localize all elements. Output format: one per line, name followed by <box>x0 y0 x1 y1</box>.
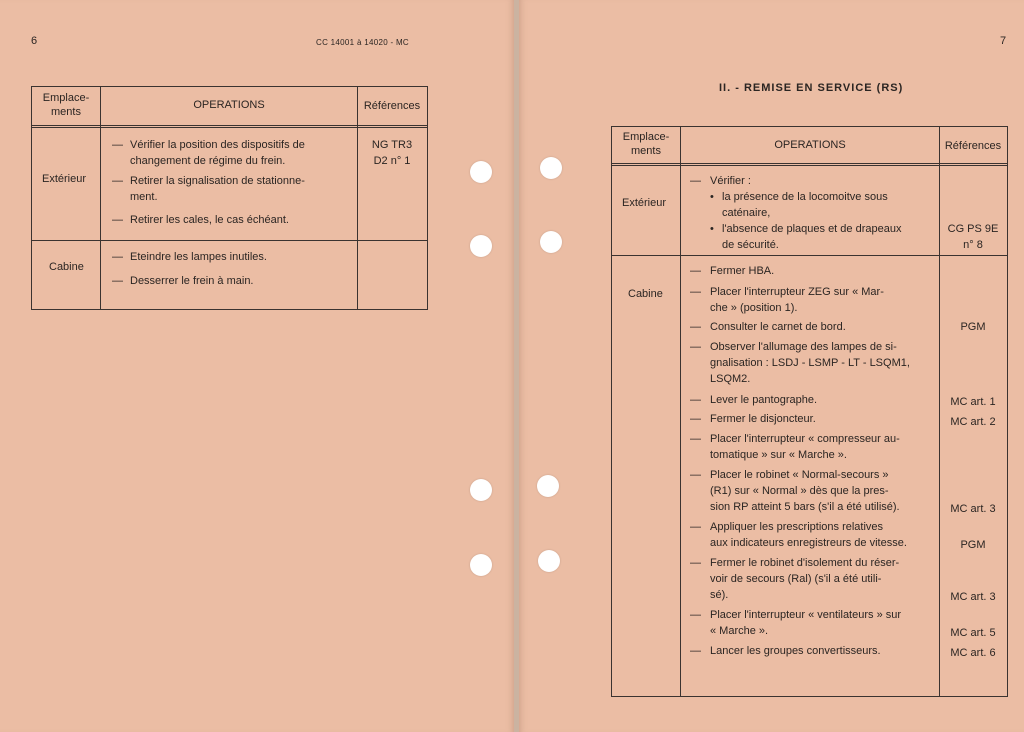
punch-hole <box>537 475 559 497</box>
punch-hole <box>540 231 562 253</box>
header-location: Emplace- ments <box>42 92 90 118</box>
operation-text: Fermer le disjoncteur. <box>710 413 816 425</box>
header-references: Références <box>944 140 1002 152</box>
header-references: Références <box>363 100 421 112</box>
operation-text: Appliquer les prescriptions relatives aux indicateurs enregistreurs de vitesse. <box>710 521 907 549</box>
bullet-icon: • <box>710 191 714 203</box>
reference-cell: MC art. 5 <box>950 627 996 639</box>
right-operations-table: Emplace- ments OPERATIONS Références Extérieur Cabine — Vérifier : • la présence de la locomoitve sous caténaire, • l'absence de plaques et de drapeaux de sécurité. CG PS 9E n° 8 — Fermer HBA. — Placer l'interrupteur ZEG sur « Mar- che » (position 1). — Consulter le carnet de bord. PGM — Observer l'allumage des lampes de si- gnalisation : LSDJ - LSMP - LT - LSQM1, LSQM2. — Lever le pantographe. MC art. 1 — Fermer le disjoncteur. MC art. 2 — Placer l'interrupteur « compresseur au- tomatique » sur « Marche ». — Placer le robinet « Normal-secours » (R1) sur « Normal » dès que la pres- sion RP atteint 5 bars (s'il a été utilisé). MC art. 3 — Appliquer les prescriptions relatives aux indicateurs enregistreurs de vitesse. PGM — Fermer le robinet d'isolement du réser- voir de secours (Ral) (s'il a été utili- sé). MC art. 3 — Placer l'interrupteur « ventilateurs » sur « Marche ». MC art. 5 — Lancer les groupes convertisseurs. MC art. 6 <box>611 126 1008 697</box>
left-operations-table: Emplace- ments OPERATIONS Références Extérieur Cabine — Vérifier la position des dispositifs de changement de régime du frein. — Retirer la signalisation de stationne- ment. — Retirer les cales, le cas échéant. NG TR3 D2 n° 1 — Eteindre les lampes inutiles. — Desserrer le frein à main. <box>31 86 428 310</box>
running-header: CC 14001 à 14020 - MC <box>316 38 410 47</box>
operation-text: Placer le robinet « Normal-secours » (R1) sur « Normal » dès que la pres- sion RP atteint 5 bars (s'il a été utilisé). <box>710 469 900 513</box>
location-cabine: Cabine <box>49 261 84 273</box>
punch-hole <box>470 479 492 501</box>
reference-cell: CG PS 9E n° 8 <box>947 223 999 251</box>
bullet-icon: • <box>710 223 714 235</box>
header-operations: OPERATIONS <box>193 99 265 111</box>
left-page-number: 6 <box>31 35 38 47</box>
reference-cell: NG TR3 D2 n° 1 <box>371 139 413 167</box>
punch-hole <box>538 550 560 572</box>
operation-text: Fermer HBA. <box>710 265 775 277</box>
operation-text: Eteindre les lampes inutiles. <box>130 251 267 263</box>
operation-text: Vérifier : <box>710 175 751 187</box>
operation-text: Placer l'interrupteur « compresseur au- tomatique » sur « Marche ». <box>710 433 900 461</box>
header-operations: OPERATIONS <box>774 139 846 151</box>
operation-text: la présence de la locomoitve sous caténaire, <box>722 191 888 219</box>
operation-text: Vérifier la position des dispositifs de changement de régime du frein. <box>130 139 305 167</box>
right-page <box>519 0 1024 732</box>
header-location: Emplace- ments <box>622 131 670 157</box>
operation-text: Fermer le robinet d'isolement du réser- voir de secours (Ral) (s'il a été utili- sé). <box>710 557 900 601</box>
right-page-number: 7 <box>1000 35 1007 47</box>
reference-cell: PGM <box>960 539 986 551</box>
reference-cell: PGM <box>960 321 986 333</box>
location-cabine: Cabine <box>628 288 663 300</box>
punch-hole <box>470 235 492 257</box>
reference-cell: MC art. 6 <box>950 647 996 659</box>
operation-text: Lancer les groupes convertisseurs. <box>710 645 881 657</box>
punch-hole <box>540 157 562 179</box>
operation-text: Desserrer le frein à main. <box>130 275 254 287</box>
location-exterieur: Extérieur <box>622 197 667 209</box>
operation-text: Retirer les cales, le cas échéant. <box>130 214 289 226</box>
location-exterieur: Extérieur <box>42 173 87 185</box>
operation-text: Observer l'allumage des lampes de si- gnalisation : LSDJ - LSMP - LT - LSQM1, LSQM2. <box>710 341 910 385</box>
punch-hole <box>470 554 492 576</box>
reference-cell: MC art. 2 <box>950 416 996 428</box>
operation-item: — <box>112 139 123 151</box>
reference-cell: MC art. 3 <box>950 503 996 515</box>
punch-hole <box>470 161 492 183</box>
operation-text: Lever le pantographe. <box>710 394 818 406</box>
operation-text: Retirer la signalisation de stationne- ment. <box>130 175 305 203</box>
operation-text: Placer l'interrupteur « ventilateurs » sur « Marche ». <box>710 609 902 637</box>
operation-text: Consulter le carnet de bord. <box>710 321 846 333</box>
section-title: II. - REMISE EN SERVICE (RS) <box>719 82 904 94</box>
operation-text: Placer l'interrupteur ZEG sur « Mar- che » (position 1). <box>710 286 884 314</box>
reference-cell: MC art. 3 <box>950 591 996 603</box>
operation-text: l'absence de plaques et de drapeaux de sécurité. <box>722 223 902 251</box>
reference-cell: MC art. 1 <box>950 396 996 408</box>
